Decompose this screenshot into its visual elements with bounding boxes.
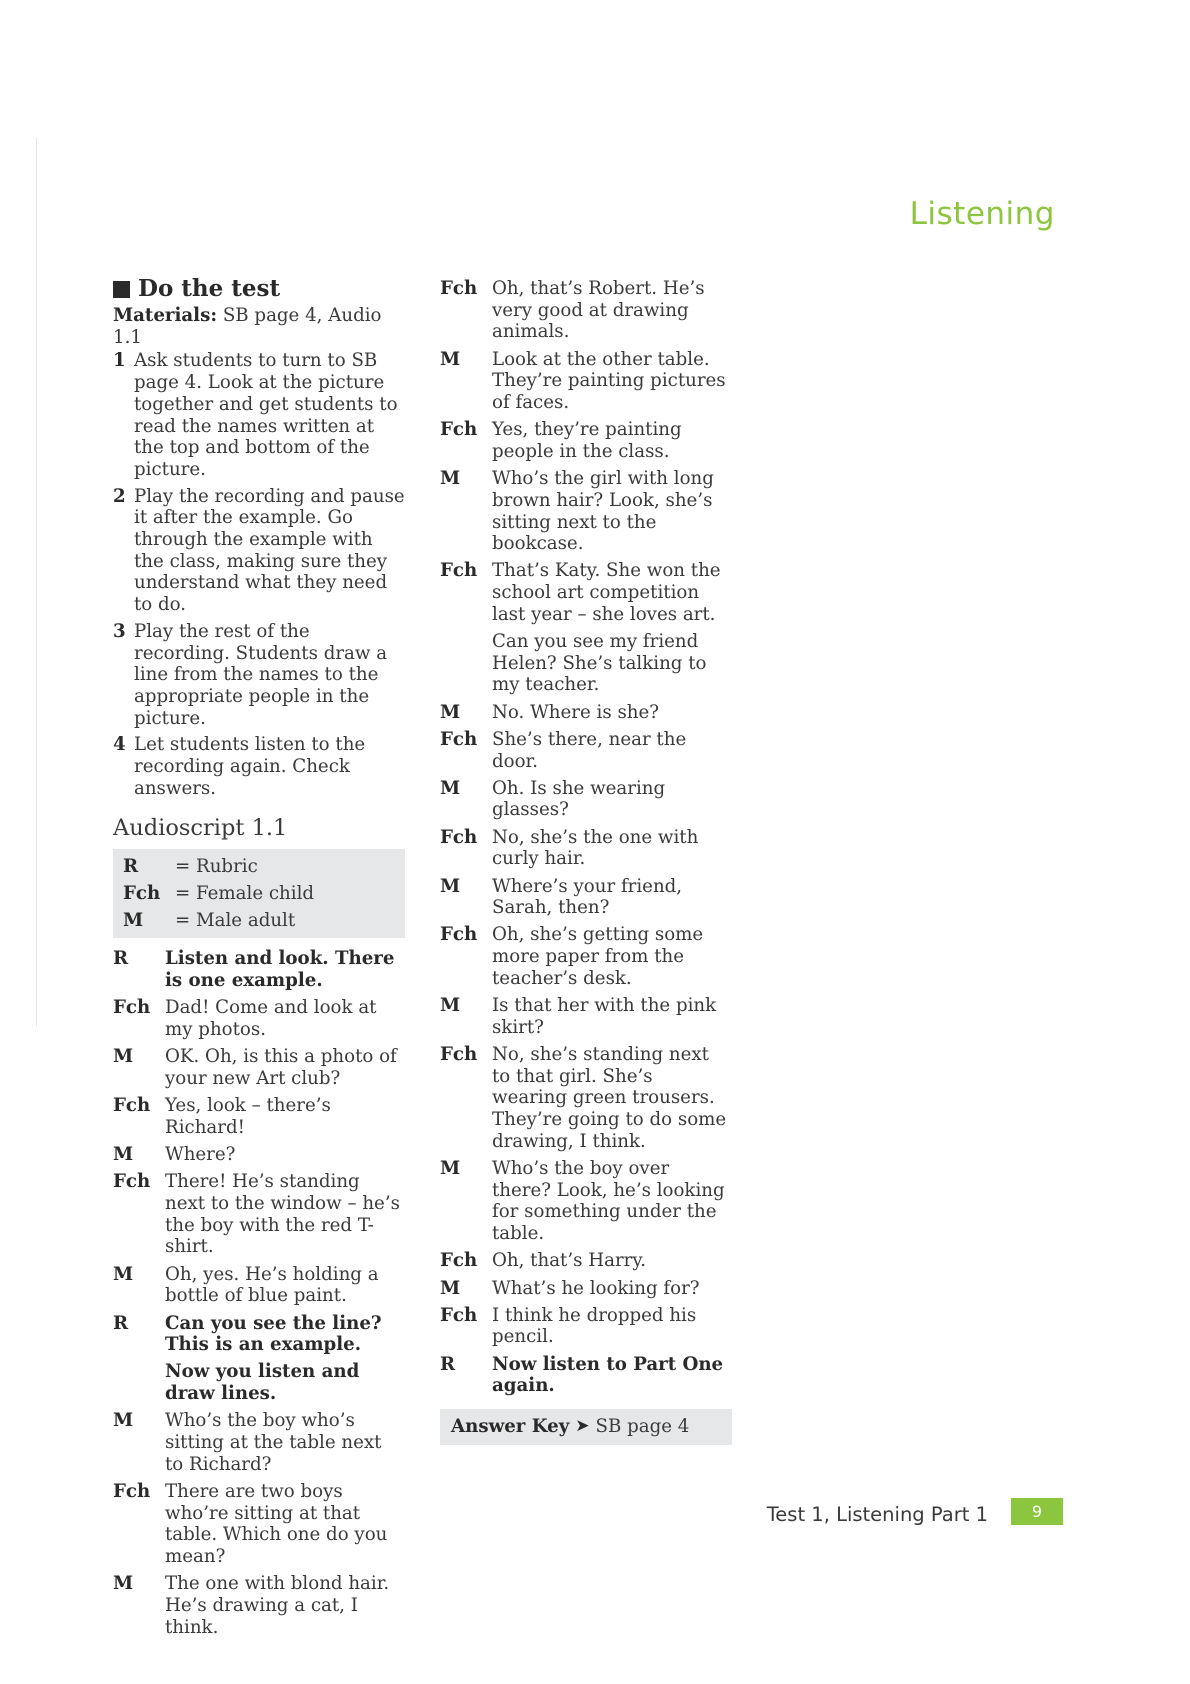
script-line <box>113 1264 405 1307</box>
speaker: M <box>113 1263 134 1285</box>
speaker: Fch <box>440 560 478 582</box>
script-line <box>440 924 732 989</box>
script-line <box>440 1354 732 1397</box>
script-line <box>113 1046 405 1089</box>
materials-label: Materials: <box>113 305 218 326</box>
script-line <box>113 948 405 991</box>
speaker: Fch <box>440 1250 478 1272</box>
utterance: Is that her with the pink skirt? <box>492 995 717 1038</box>
utterance: Now listen to Part One again. <box>492 1353 724 1397</box>
legend-value: = Male adult <box>175 910 296 932</box>
utterance: Oh, that’s Harry. <box>492 1250 646 1272</box>
utterance: The one with blond hair. He’s drawing a cat, I think. <box>165 1573 390 1638</box>
utterance: Dad! Come and look at my photos. <box>165 997 377 1041</box>
script-line <box>440 876 732 919</box>
legend-key: M <box>123 910 144 932</box>
left-column <box>113 274 405 1644</box>
script-line <box>113 1313 405 1356</box>
script-line <box>440 560 732 625</box>
utterance: Yes, they’re painting people in the class. <box>492 419 682 462</box>
legend-row <box>113 853 405 880</box>
script-line <box>113 1410 405 1475</box>
script-line <box>440 1250 732 1272</box>
step-item <box>113 350 405 480</box>
legend-key: R <box>123 856 139 878</box>
utterance: Listen and look. There is one example. <box>165 948 395 992</box>
speaker: M <box>113 1046 134 1068</box>
footer-running-title: Test 1, Listening Part 1 <box>766 1503 988 1526</box>
script-line <box>440 702 732 724</box>
script-line <box>440 419 732 462</box>
script-line <box>440 995 732 1038</box>
speaker: M <box>440 1277 461 1299</box>
utterance: There are two boys who’re sitting at that table. Which one do you mean? <box>165 1480 388 1568</box>
legend-value: = Female child <box>175 883 315 905</box>
margin-rule <box>36 138 37 1026</box>
right-column <box>440 278 732 1445</box>
utterance: There! He’s standing next to the window – he’s the boy with the red T-shirt. <box>165 1171 400 1258</box>
legend-row <box>113 880 405 907</box>
legend-key: Fch <box>123 883 161 905</box>
utterance: Who’s the boy who’s sitting at the table next to Richard? <box>165 1410 382 1475</box>
speaker: Fch <box>440 1044 478 1065</box>
square-bullet-icon <box>113 281 130 298</box>
utterance: She’s there, near the door. <box>492 728 687 772</box>
step-text: Let students listen to the recording again. Check answers. <box>134 734 366 799</box>
speaker: M <box>440 995 461 1017</box>
speaker-legend <box>113 849 405 938</box>
step-text: Play the recording and pause it after the example. Go through the example with the class, making sure they understand what they need to do. <box>134 485 405 616</box>
script-line <box>113 1361 405 1404</box>
speaker: Fch <box>440 924 478 946</box>
speaker: M <box>440 875 461 897</box>
section-title: Listening <box>909 196 1055 232</box>
script-line <box>440 729 732 772</box>
script-line <box>440 278 732 343</box>
page-number-badge: 9 <box>1011 1498 1063 1525</box>
script-line <box>440 1305 732 1348</box>
arrow-right-icon: ➤ <box>575 1416 590 1437</box>
speaker: M <box>113 1410 134 1432</box>
script-line <box>440 778 732 821</box>
answer-key-ref: SB page 4 <box>595 1416 690 1438</box>
utterance: I think he dropped his pencil. <box>492 1304 697 1348</box>
speaker: M <box>440 468 461 490</box>
legend-row <box>113 907 405 934</box>
script-line <box>440 631 732 696</box>
script-line <box>113 1095 405 1138</box>
utterance: Oh, she’s getting some more paper from the teacher’s desk. <box>492 924 704 989</box>
speaker <box>113 1361 165 1404</box>
step-text: Play the rest of the recording. Students draw a line from the names to the appropriate people in the picture. <box>134 620 388 729</box>
speaker: Fch <box>113 997 151 1019</box>
script-line <box>113 1171 405 1258</box>
do-test-heading <box>113 274 405 304</box>
step-number: 1 <box>113 350 126 372</box>
utterance: Oh, that’s Robert. He’s very good at drawing animals. <box>492 278 705 343</box>
script-line <box>113 1573 405 1638</box>
utterance: What’s he looking for? <box>492 1277 700 1299</box>
speaker: M <box>440 777 461 799</box>
step-text: Ask students to turn to SB page 4. Look at the picture together and get students to read the names written at the top and bottom of the picture. <box>134 350 398 480</box>
utterance: Who’s the boy over there? Look, he’s looking for something under the table. <box>492 1158 725 1245</box>
script-line <box>440 468 732 555</box>
speaker: M <box>440 1158 461 1180</box>
utterance: Now you listen and draw lines. <box>165 1361 360 1405</box>
speaker: Fch <box>440 419 478 441</box>
utterance: Oh. Is she wearing glasses? <box>492 777 666 821</box>
speaker: Fch <box>113 1095 151 1117</box>
utterance: Oh, yes. He’s holding a bottle of blue paint. <box>165 1263 379 1307</box>
step-item <box>113 734 405 799</box>
speaker: R <box>113 1312 129 1334</box>
utterance: Look at the other table. They’re painting pictures of faces. <box>492 348 726 414</box>
utterance: Where’s your friend, Sarah, then? <box>492 875 683 919</box>
script-line <box>113 1144 405 1166</box>
script-line <box>440 827 732 870</box>
speaker: Fch <box>440 1304 478 1326</box>
step-number: 3 <box>113 620 126 642</box>
speaker: M <box>113 1144 134 1166</box>
step-number: 2 <box>113 485 126 507</box>
audioscript-heading: Audioscript 1.1 <box>113 815 288 842</box>
speaker: M <box>113 1573 134 1595</box>
utterance: OK. Oh, is this a photo of your new Art club? <box>165 1046 397 1089</box>
materials-line <box>113 305 405 348</box>
legend-value: = Rubric <box>175 856 258 878</box>
speaker: Fch <box>113 1171 151 1193</box>
utterance: Can you see my friend Helen? She’s talking to my teacher. <box>492 631 707 696</box>
speaker: Fch <box>440 826 478 848</box>
script-line <box>113 997 405 1040</box>
speaker: R <box>113 948 129 970</box>
script-line <box>440 1044 732 1153</box>
do-test-heading-text: Do the test <box>138 275 281 302</box>
step-item <box>113 486 405 616</box>
script-line <box>440 349 732 414</box>
utterance: Where? <box>165 1144 236 1166</box>
step-item <box>113 621 405 730</box>
speaker: M <box>440 348 461 370</box>
utterance: Who’s the girl with long brown hair? Look, she’s sitting next to the bookcase. <box>492 468 714 555</box>
utterance: No, she’s standing next to that girl. She’s wearing green trousers. They’re going to do some drawing, I think. <box>492 1044 727 1152</box>
script-line <box>113 1481 405 1568</box>
steps-list <box>113 350 405 799</box>
step-number: 4 <box>113 734 126 756</box>
script-line <box>440 1158 732 1245</box>
speaker: M <box>440 701 461 723</box>
utterance: Can you see the line? This is an example. <box>165 1312 382 1356</box>
utterance: No, she’s the one with curly hair. <box>492 826 699 870</box>
answer-key-box <box>440 1409 732 1445</box>
answer-key-label: Answer Key <box>451 1416 570 1438</box>
speaker: R <box>440 1353 456 1375</box>
utterance: That’s Katy. She won the school art competition last year – she loves art. <box>492 560 721 625</box>
materials-text: SB page 4, Audio 1.1 <box>113 305 382 348</box>
script-lines-left <box>113 948 405 1638</box>
speaker: Fch <box>113 1480 151 1502</box>
utterance: No. Where is she? <box>492 701 660 723</box>
speaker: Fch <box>440 728 478 750</box>
speaker <box>440 631 492 696</box>
speaker: Fch <box>440 278 478 299</box>
utterance: Yes, look – there’s Richard! <box>165 1095 331 1138</box>
script-line <box>440 1278 732 1300</box>
script-lines-right <box>440 278 732 1397</box>
